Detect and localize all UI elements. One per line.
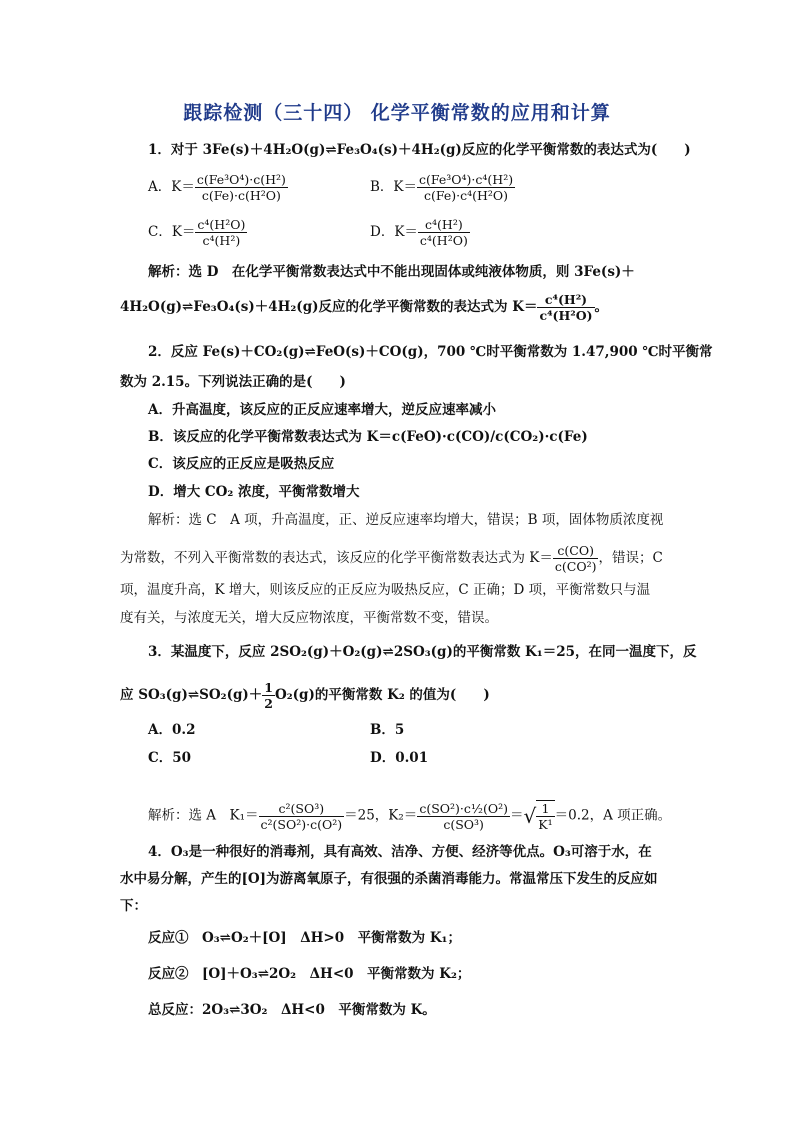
q3-option-c: C．50 (148, 750, 192, 766)
q1-option-d (370, 217, 470, 248)
page-title: 跟踪检测（三十四） 化学平衡常数的应用和计算 (183, 102, 611, 124)
q2-analysis-line-3: 项，温度升高，K 增大，则该反应的正反应为吸热反应，C 正确；D 项，平衡常数只与温 (120, 582, 651, 598)
q1-option-a (148, 172, 288, 203)
q4-reaction-1: 反应① O₃⇌O₂＋[O] ΔH>0 平衡常数为 K₁； (148, 930, 461, 946)
q3-analysis-text-3: ＝ (510, 807, 524, 824)
q4-reaction-2: 反应② [O]＋O₃⇌2O₂ ΔH<0 平衡常数为 K₂； (148, 966, 471, 982)
fraction-denominator: c⁴(H²) (202, 233, 241, 248)
q3-stem-text-end: O₂(g)的平衡常数 K₂ 的值为( ) (275, 687, 490, 703)
q2-option-c: C．该反应的正反应是吸热反应 (148, 456, 335, 472)
q3-analysis (148, 800, 671, 832)
q1-option-c (148, 217, 247, 248)
q3-analysis-text-end: ＝0.2，A 项正确。 (554, 807, 672, 824)
q3-option-a: A．0.2 (148, 722, 196, 738)
q3-analysis-text-2: ＝25，K₂＝ (344, 807, 418, 824)
q1-option-d-fraction (418, 217, 470, 248)
q2-analysis-line-1: 解析：选 C A 项，升高温度，正、逆反应速率均增大，错误；B 项，固体物质浓度视 (148, 512, 664, 528)
q3-k2-fraction (417, 801, 510, 832)
q1-analysis-text: 4H₂O(g)⇌Fe₃O₄(s)＋4H₂(g)反应的化学平衡常数的表达式为 K＝ (120, 299, 538, 315)
q3-stem-line-1: 3．某温度下，反应 2SO₂(g)＋O₂(g)⇌2SO₃(g)的平衡常数 K₁＝25，在同一温度下，反 (148, 644, 697, 660)
q1-analysis-fraction (537, 292, 594, 323)
q3-half-fraction (262, 680, 275, 711)
fraction-denominator: c(CO²) (554, 559, 597, 574)
fraction-numerator: c⁴(H²) (537, 292, 594, 308)
q1-analysis-line-1: 解析：选 D 在化学平衡常数表达式中不能出现固体或纯液体物质，则 3Fe(s)＋ (148, 264, 635, 280)
q4-reaction-total: 总反应：2O₃⇌3O₂ ΔH<0 平衡常数为 K。 (148, 1002, 436, 1018)
q3-k1-fraction (259, 801, 345, 832)
q1-option-b (370, 172, 515, 203)
q2-analysis-line-4: 度有关，与浓度无关，增大反应物浓度，平衡常数不变，错误。 (120, 610, 498, 626)
fraction-numerator: 1 (536, 801, 554, 817)
square-root-icon: √ (523, 804, 537, 828)
fraction-numerator: c(Fe³O⁴)·c⁴(H²) (419, 172, 514, 187)
q4-line-2: 水中易分解，产生的[O]为游离氧原子，有很强的杀菌消毒能力。常温常压下发生的反应如 (120, 871, 658, 887)
q2-option-a: A．升高温度，该反应的正反应速率增大，逆反应速率减小 (148, 402, 496, 418)
q1-analysis-line-2 (120, 292, 608, 323)
fraction-numerator: c(SO²)·c½(O²) (419, 800, 508, 816)
fraction-numerator: c⁴(H²) (418, 217, 470, 233)
q2-analysis-text-end: ，错误；C (598, 550, 663, 566)
fraction-denominator: 2 (264, 696, 273, 711)
q1-option-b-fraction (417, 172, 515, 203)
q3-sqrt-body (536, 800, 554, 832)
q3-stem-text: 应 SO₃(g)⇌SO₂(g)＋ (120, 687, 263, 703)
q4-line-3: 下： (120, 898, 147, 914)
q4-line-1: 4．O₃是一种很好的消毒剂，具有高效、洁净、方便、经济等优点。O₃可溶于水，在 (148, 844, 652, 860)
fraction-denominator: c(SO³) (443, 816, 484, 832)
q3-analysis-text: 解析：选 A K₁＝ (148, 807, 259, 824)
fraction-denominator: c⁴(H²O) (539, 308, 593, 323)
fraction-numerator: c(CO) (553, 543, 599, 559)
q1-option-c-fraction (195, 217, 247, 248)
q2-analysis-line-2 (120, 543, 663, 574)
fraction-numerator: c⁴(H²O) (197, 217, 246, 232)
q2-stem-line-1: 2．反应 Fe(s)＋CO₂(g)⇌FeO(s)＋CO(g)，700 ℃时平衡常数为 1.47,900 ℃时平衡常 (148, 344, 713, 360)
q1-option-a-fraction (195, 172, 288, 203)
q2-analysis-text: 为常数，不列入平衡常数的表达式，该反应的化学平衡常数表达式为 K＝ (120, 550, 553, 566)
fraction-denominator: c(Fe)·c(H²O) (201, 188, 281, 203)
fraction-numerator: c(Fe³O⁴)·c(H²) (196, 172, 286, 187)
fraction-denominator: c(Fe)·c⁴(H²O) (424, 188, 509, 203)
q2-option-b: B．该反应的化学平衡常数表达式为 K＝c(FeO)·c(CO)/c(CO₂)·c(Fe) (148, 429, 588, 445)
q3-sqrt-fraction (536, 801, 554, 832)
q1-option-b-label: B．K＝ (370, 179, 418, 195)
q1-analysis-end: 。 (594, 299, 609, 315)
q2-analysis-fraction (553, 543, 599, 574)
q1-stem: 1．对于 3Fe(s)＋4H₂O(g)⇌Fe₃O₄(s)＋4H₂(g)反应的化学平衡常数的表达式为( ) (148, 142, 691, 158)
q1-option-a-label: A．K＝ (148, 179, 195, 195)
fraction-denominator: K¹ (538, 817, 553, 832)
q1-option-d-label: D．K＝ (370, 224, 418, 240)
q3-stem-line-2 (120, 680, 490, 711)
q3-option-d: D．0.01 (370, 750, 429, 766)
fraction-numerator: 1 (264, 680, 273, 695)
fraction-denominator: c²(SO²)·c(O²) (260, 816, 343, 832)
q1-option-c-label: C．K＝ (148, 224, 196, 240)
fraction-denominator: c⁴(H²O) (419, 233, 468, 248)
q2-option-d: D．增大 CO₂ 浓度，平衡常数增大 (148, 484, 360, 500)
fraction-numerator: c²(SO³) (259, 801, 345, 817)
q2-stem-line-2: 数为 2.15。下列说法正确的是( ) (120, 374, 346, 390)
q3-option-b: B．5 (370, 722, 405, 738)
